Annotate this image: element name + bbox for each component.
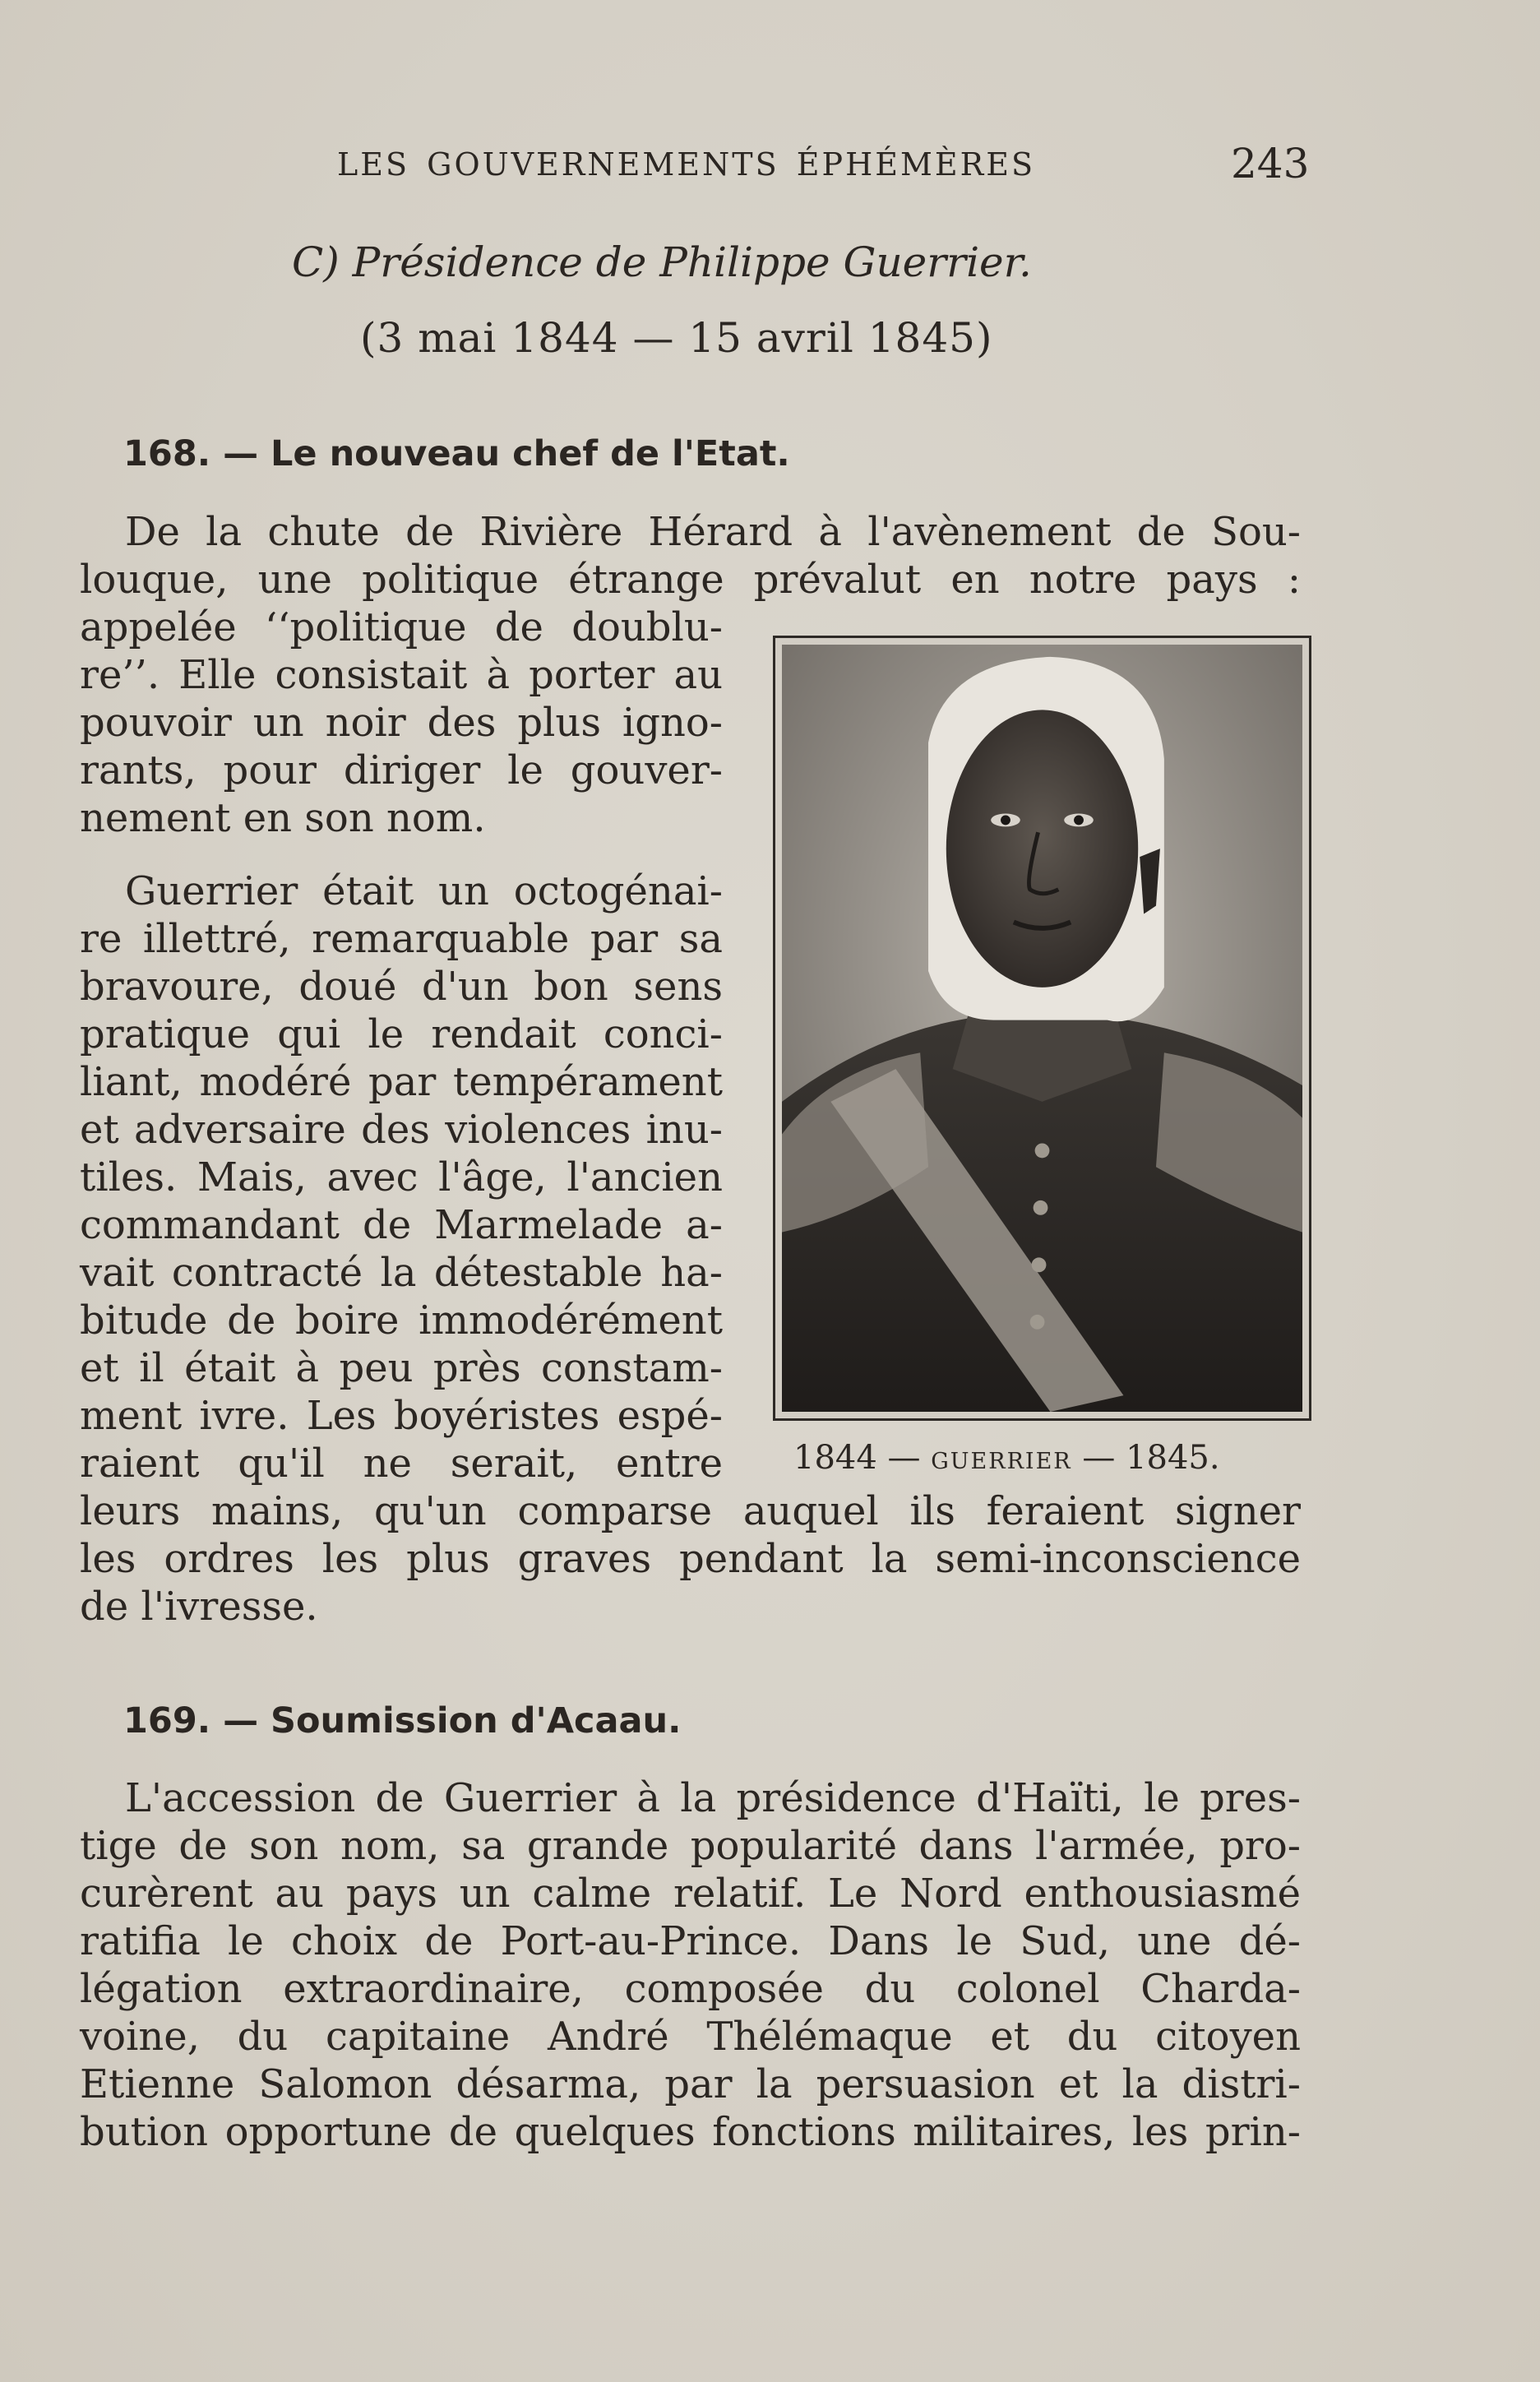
text-line: pouvoir un noir des plus igno- [80, 700, 723, 746]
text-line: bitude de boire immodérément [80, 1297, 723, 1344]
section-169-heading: 169. — Soumission d'Acaau. [123, 1700, 682, 1741]
text-line: Etienne Salomon désarma, par la persuasion et la distri- [80, 2061, 1301, 2107]
text-line: Guerrier était un octogénai- [125, 868, 723, 914]
text-line: louque, une politique étrange prévalut en notre pays : [80, 557, 1301, 603]
text-line: tige de son nom, sa grande popularité dans l'armée, pro- [80, 1823, 1301, 1869]
text-line: et il était à peu près constam- [80, 1345, 723, 1391]
text-line: nement en son nom. [80, 795, 486, 841]
para1-wrapped [80, 604, 723, 842]
text-line: L'accession de Guerrier à la présidence d'Haïti, le pres- [125, 1775, 1301, 1821]
text-line: ment ivre. Les boyéristes espé- [80, 1393, 723, 1439]
para2-full-width [80, 1487, 1301, 1630]
page-number: 243 [1231, 140, 1310, 187]
text-line: vait contracté la détestable ha- [80, 1250, 723, 1296]
text-line: re’’. Elle consistait à porter au [80, 652, 723, 698]
subsection-dates: (3 mai 1844 — 15 avril 1845) [360, 314, 993, 362]
subsection-title: C) Présidence de Philippe Guerrier. [292, 238, 1032, 286]
text-line: les ordres les plus graves pendant la semi-inconscience [80, 1536, 1301, 1582]
text-line: et adversaire des violences inu- [80, 1107, 723, 1153]
text-line: De la chute de Rivière Hérard à l'avènement de Sou- [125, 509, 1301, 555]
text-line: liant, modéré par tempérament [80, 1059, 723, 1105]
text-line: raient qu'il ne serait, entre [80, 1441, 723, 1487]
text-line: voine, du capitaine André Thélémaque et du citoyen [80, 2014, 1301, 2060]
portrait-figure [773, 636, 1311, 1421]
portrait-face [946, 710, 1138, 987]
section-168-heading: 168. — Le nouveau chef de l'Etat. [123, 433, 790, 474]
para1-full-width [80, 508, 1301, 604]
text-line: bution opportune de quelques fonctions militaires, les prin- [80, 2109, 1301, 2155]
text-line: appelée ‘‘politique de doublu- [80, 604, 723, 650]
text-line: légation extraordinaire, composée du colonel Charda- [80, 1966, 1301, 2012]
text-line: bravoure, doué d'un bon sens [80, 964, 723, 1010]
caption-name: GUERRIER [931, 1449, 1072, 1474]
para2-wrapped [80, 867, 723, 1487]
running-head: LES GOUVERNEMENTS ÉPHÉMÈRES [337, 146, 1035, 183]
guerrier-portrait [782, 645, 1302, 1412]
text-line: re illettré, remarquable par sa [80, 916, 723, 962]
text-line: rants, pour diriger le gouver- [80, 747, 723, 793]
text-line: de l'ivresse. [80, 1584, 318, 1630]
text-line: leurs mains, qu'un comparse auquel ils feraient signer [80, 1488, 1301, 1534]
text-line: pratique qui le rendait conci- [80, 1011, 723, 1057]
section-169-paragraph [80, 1774, 1301, 2156]
text-line: commandant de Marmelade a- [80, 1202, 723, 1248]
figure-caption [793, 1439, 1220, 1477]
text-line: ratifia le choix de Port-au-Prince. Dans le Sud, une dé- [80, 1918, 1301, 1964]
text-line: curèrent au pays un calme relatif. Le Nord enthousiasmé [80, 1871, 1301, 1917]
caption-end: — 1845. [1071, 1439, 1220, 1477]
caption-start: 1844 — [793, 1439, 932, 1477]
text-line: tiles. Mais, avec l'âge, l'ancien [80, 1154, 723, 1200]
